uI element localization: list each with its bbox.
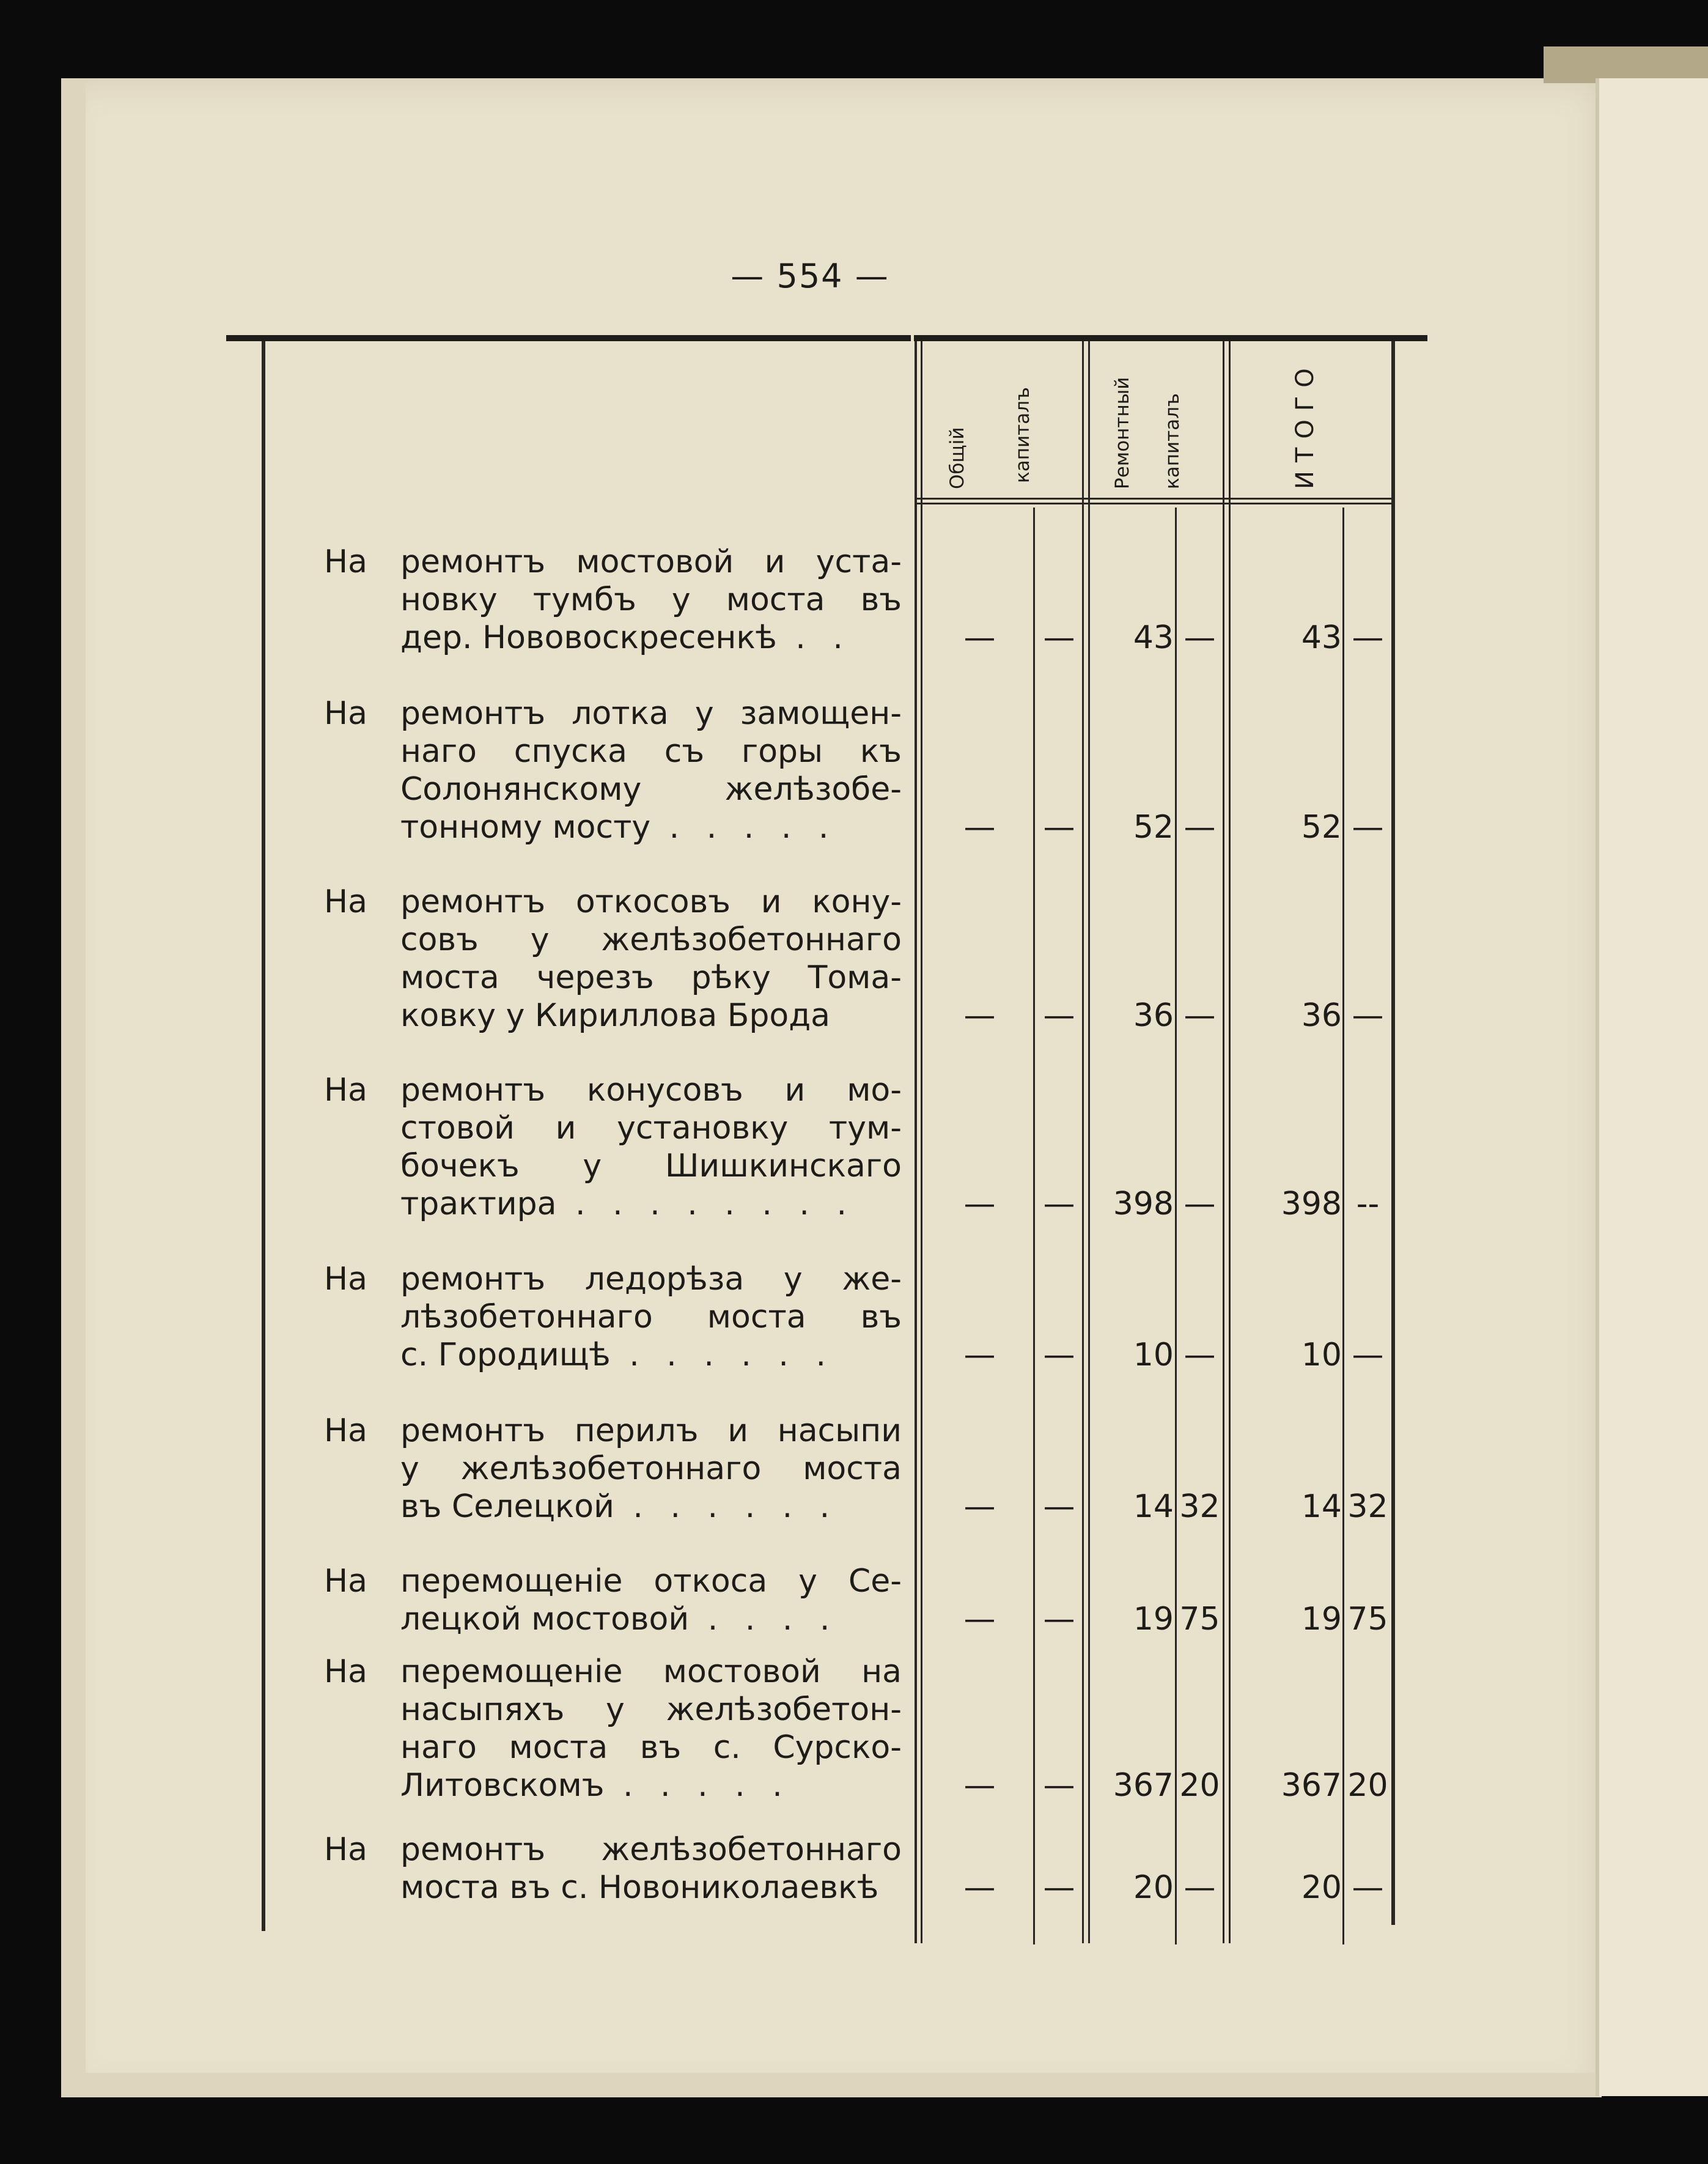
- cell-total-rub: 20: [1301, 1869, 1342, 1906]
- cell-general-rub: —: [963, 1601, 996, 1638]
- row-description: [400, 1260, 902, 1374]
- cell-general-rub: —: [963, 1337, 996, 1373]
- cell-total-kop: —: [1352, 619, 1384, 656]
- cell-general-kop: —: [1043, 1488, 1075, 1525]
- row-description: [400, 1831, 902, 1907]
- cell-general-rub: —: [963, 809, 996, 846]
- cell-general-kop: —: [1043, 1767, 1075, 1804]
- cell-general-rub: —: [963, 1186, 996, 1222]
- cell-repair-rub: 52: [1133, 809, 1174, 846]
- leader-dots: . . . . . . . .: [556, 1186, 855, 1222]
- row-description-line: ремонтъ желѣзобетоннаго: [400, 1831, 902, 1868]
- table-right-border: [1391, 341, 1395, 1925]
- cell-total-kop: 32: [1347, 1488, 1388, 1525]
- header-general-capital-1: Общій: [946, 427, 968, 489]
- row-description-line: тонному мосту . . . . .: [400, 809, 837, 846]
- cell-repair-rub: 43: [1133, 619, 1174, 656]
- row-description: [400, 1653, 902, 1804]
- general-repair-divider-b: [1088, 341, 1090, 1943]
- general-repair-divider: [1082, 341, 1084, 1943]
- cell-general-rub: —: [963, 1767, 996, 1804]
- row-description-line: наго спуска съ горы къ: [400, 733, 902, 770]
- row-description-line: насыпяхъ у желѣзобетон-: [400, 1691, 902, 1728]
- table-text-divider: [915, 341, 917, 1943]
- cell-repair-rub: 14: [1133, 1488, 1174, 1525]
- cell-general-kop: —: [1043, 1869, 1075, 1906]
- header-bottom-rule: [917, 498, 1394, 500]
- cell-general-kop: —: [1043, 1601, 1075, 1638]
- cell-repair-rub: 398: [1113, 1186, 1174, 1222]
- repair-total-divider-b: [1229, 341, 1231, 1943]
- facing-page: [1596, 78, 1708, 2096]
- cell-general-kop: —: [1043, 997, 1075, 1034]
- leader-dots: . . . . . .: [610, 1337, 835, 1373]
- cell-repair-kop: —: [1183, 1186, 1216, 1222]
- cell-repair-kop: 20: [1179, 1767, 1220, 1804]
- row-prefix: На: [324, 1653, 367, 1690]
- cell-repair-kop: —: [1183, 1869, 1216, 1906]
- row-description-line: въ Селецкой . . . . . .: [400, 1488, 839, 1525]
- row-description-line: Солонянскому желѣзобе-: [400, 771, 902, 808]
- cell-repair-rub: 19: [1133, 1601, 1174, 1638]
- row-description-line: перемощеніе мостовой на: [400, 1653, 902, 1690]
- table-left-border: [262, 341, 265, 1931]
- repair-total-divider: [1223, 341, 1224, 1943]
- row-description-line: ремонтъ конусовъ и мо-: [400, 1072, 902, 1109]
- row-description: [400, 543, 902, 657]
- cell-repair-kop: 32: [1179, 1488, 1220, 1525]
- row-prefix: На: [324, 884, 367, 920]
- row-description-line: лѣзобетоннаго моста въ: [400, 1299, 902, 1335]
- cell-total-rub: 398: [1281, 1186, 1342, 1222]
- cell-total-kop: 75: [1347, 1601, 1388, 1638]
- row-prefix: На: [324, 544, 367, 580]
- row-description-line: ремонтъ перилъ и насыпи: [400, 1413, 902, 1449]
- cell-general-kop: —: [1043, 1337, 1075, 1373]
- header-total: ИТОГО: [1291, 360, 1319, 489]
- row-prefix: На: [324, 1261, 367, 1298]
- leader-dots: . . . . .: [650, 809, 837, 846]
- row-description: [400, 1071, 902, 1223]
- top-rule-right: [914, 335, 1427, 341]
- cell-general-rub: —: [963, 997, 996, 1034]
- cell-general-kop: —: [1043, 809, 1075, 846]
- row-description-line: у желѣзобетоннаго моста: [400, 1450, 902, 1487]
- row-prefix: На: [324, 1831, 367, 1868]
- row-description-line: наго моста въ с. Сурско-: [400, 1729, 902, 1766]
- cell-total-kop: —: [1352, 1869, 1384, 1906]
- leader-dots: . . . . . .: [614, 1488, 839, 1525]
- row-description-line: с. Городищѣ . . . . . .: [400, 1337, 835, 1373]
- cell-repair-kop: —: [1183, 619, 1216, 656]
- top-rule-left: [226, 335, 911, 341]
- row-description-line: ремонтъ ледорѣза у же-: [400, 1261, 902, 1298]
- cell-total-rub: 10: [1301, 1337, 1342, 1373]
- cell-total-rub: 43: [1301, 619, 1342, 656]
- cell-total-kop: 20: [1347, 1767, 1388, 1804]
- row-description-line: совъ у желѣзобетоннаго: [400, 921, 902, 958]
- row-description-line: стовой и установку тум-: [400, 1110, 902, 1147]
- header-repair-capital-1: Ремонтный: [1111, 377, 1133, 489]
- cell-repair-rub: 367: [1113, 1767, 1174, 1804]
- cell-repair-kop: 75: [1179, 1601, 1220, 1638]
- row-description-line: ремонтъ мостовой и уста-: [400, 544, 902, 580]
- cell-total-rub: 19: [1301, 1601, 1342, 1638]
- cell-repair-rub: 20: [1133, 1869, 1174, 1906]
- header-bottom-rule-b: [917, 503, 1394, 504]
- row-description-line: перемощеніе откоса у Се-: [400, 1563, 902, 1600]
- row-description: [400, 695, 902, 846]
- cell-total-kop: —: [1352, 809, 1384, 846]
- cell-repair-kop: —: [1183, 809, 1216, 846]
- row-description-line: ремонтъ откосовъ и кону-: [400, 884, 902, 920]
- leader-dots: . .: [776, 619, 852, 656]
- row-description-line: ремонтъ лотка у замощен-: [400, 695, 902, 732]
- cell-total-rub: 367: [1281, 1767, 1342, 1804]
- row-prefix: На: [324, 1072, 367, 1109]
- row-description-line: трактира . . . . . . . .: [400, 1186, 855, 1222]
- row-description: [400, 1562, 902, 1638]
- cell-total-rub: 14: [1301, 1488, 1342, 1525]
- cell-repair-rub: 10: [1133, 1337, 1174, 1373]
- cell-repair-kop: —: [1183, 1337, 1216, 1373]
- cell-general-kop: —: [1043, 619, 1075, 656]
- cell-total-rub: 36: [1301, 997, 1342, 1034]
- row-description: [400, 1412, 902, 1526]
- header-repair-capital-2: капиталъ: [1161, 393, 1183, 489]
- row-prefix: На: [324, 1563, 367, 1600]
- leader-dots: . . . . .: [604, 1767, 791, 1804]
- cell-general-rub: —: [963, 1488, 996, 1525]
- book-cover-strip: [1544, 46, 1708, 83]
- cell-general-kop: —: [1043, 1186, 1075, 1222]
- cell-repair-kop: —: [1183, 997, 1216, 1034]
- row-description-line: лецкой мостовой . . . .: [400, 1601, 839, 1638]
- table-text-divider-b: [921, 341, 922, 1943]
- cell-general-rub: —: [963, 1869, 996, 1906]
- cell-total-kop: —: [1352, 997, 1384, 1034]
- page-edge-left: [61, 78, 86, 2096]
- cell-repair-rub: 36: [1133, 997, 1174, 1034]
- row-description-line: ковку у Кириллова Брода: [400, 997, 831, 1034]
- cell-total-rub: 52: [1301, 809, 1342, 846]
- header-general-capital-2: капиталъ: [1012, 387, 1034, 483]
- row-description-line: новку тумбъ у моста въ: [400, 582, 902, 618]
- page-number: — 554 —: [731, 257, 889, 295]
- row-description-line: бочекъ у Шишкинскаго: [400, 1148, 902, 1184]
- row-description-line: Литовскомъ . . . . .: [400, 1767, 791, 1804]
- cell-total-kop: --: [1356, 1186, 1380, 1222]
- row-description-line: моста въ с. Новониколаевкѣ: [400, 1869, 879, 1906]
- row-prefix: На: [324, 695, 367, 732]
- row-prefix: На: [324, 1413, 367, 1449]
- repair-kop-divider: [1175, 508, 1177, 1944]
- cell-general-rub: —: [963, 619, 996, 656]
- general-kop-divider: [1033, 508, 1035, 1944]
- cell-total-kop: —: [1352, 1337, 1384, 1373]
- total-kop-divider: [1342, 508, 1344, 1944]
- leader-dots: . . . .: [689, 1601, 839, 1638]
- row-description: [400, 883, 902, 1035]
- row-description-line: дер. Нововоскресенкѣ . .: [400, 619, 852, 656]
- row-description-line: моста черезъ рѣку Тома-: [400, 959, 902, 996]
- page-edge-bottom: [61, 2073, 1602, 2097]
